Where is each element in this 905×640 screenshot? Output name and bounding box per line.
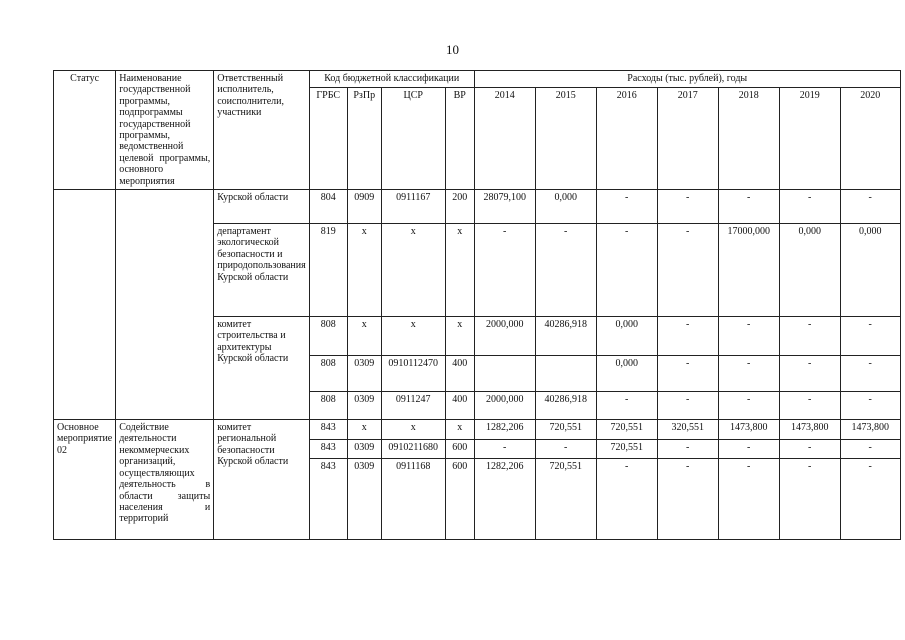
value-cell: -	[718, 317, 779, 356]
value-cell: -	[596, 224, 657, 317]
value-cell: -	[535, 440, 596, 459]
header-year: 2018	[718, 88, 779, 190]
status-cell: Основное мероприятие 02	[54, 420, 116, 540]
vr-cell: х	[445, 224, 474, 317]
value-cell: 0,000	[840, 224, 900, 317]
value-cell: -	[779, 190, 840, 224]
rzpr-cell: 0309	[347, 459, 381, 540]
value-cell	[474, 356, 535, 392]
value-cell: 17000,000	[718, 224, 779, 317]
rzpr-cell: х	[347, 420, 381, 440]
value-cell: -	[657, 356, 718, 392]
value-cell: -	[718, 459, 779, 540]
vr-cell: 600	[445, 459, 474, 540]
value-cell: 0,000	[779, 224, 840, 317]
vr-cell: 600	[445, 440, 474, 459]
header-expenses: Расходы (тыс. рублей), годы	[474, 71, 900, 88]
header-year: 2014	[474, 88, 535, 190]
value-cell: 320,551	[657, 420, 718, 440]
value-cell: 2000,000	[474, 317, 535, 356]
executor-cell: Курской области	[214, 190, 310, 224]
header-year: 2015	[535, 88, 596, 190]
value-cell: -	[840, 190, 900, 224]
value-cell: 1473,800	[779, 420, 840, 440]
grbs-cell: 819	[309, 224, 347, 317]
value-cell: -	[840, 317, 900, 356]
value-cell: 0,000	[535, 190, 596, 224]
value-cell: -	[840, 459, 900, 540]
value-cell: -	[596, 392, 657, 420]
csr-cell: 0911247	[381, 392, 445, 420]
table-row	[54, 190, 901, 224]
name-cell: Содействие деятельности некоммерческих организаций, осуществляющих деятельность в области защиты населения и территорий	[116, 420, 214, 540]
grbs-cell: 843	[309, 440, 347, 459]
value-cell: 720,551	[535, 420, 596, 440]
csr-cell: х	[381, 224, 445, 317]
value-cell: -	[779, 440, 840, 459]
csr-cell: 0910112470	[381, 356, 445, 392]
header-rzpr: РзПр	[347, 88, 381, 190]
header-year: 2019	[779, 88, 840, 190]
value-cell: 0,000	[596, 356, 657, 392]
csr-cell: 0911167	[381, 190, 445, 224]
value-cell: -	[474, 440, 535, 459]
header-year: 2017	[657, 88, 718, 190]
header-grbs: ГРБС	[309, 88, 347, 190]
executor-cell: комитет региональной безопасности Курской области	[214, 420, 310, 540]
value-cell: -	[779, 459, 840, 540]
header-name: Наименование государственной программы, подпрограммы государственной программы, ведомственной целевой программы, основного мероприятия	[116, 71, 214, 190]
value-cell: -	[596, 459, 657, 540]
header-year: 2016	[596, 88, 657, 190]
value-cell: -	[657, 224, 718, 317]
value-cell: -	[657, 317, 718, 356]
value-cell: 2000,000	[474, 392, 535, 420]
value-cell: 1282,206	[474, 459, 535, 540]
grbs-cell: 808	[309, 392, 347, 420]
page-number: 10	[446, 42, 459, 57]
rzpr-cell: х	[347, 317, 381, 356]
value-cell: -	[657, 459, 718, 540]
value-cell: 40286,918	[535, 392, 596, 420]
budget-table	[53, 70, 901, 540]
value-cell: -	[840, 440, 900, 459]
value-cell: -	[474, 224, 535, 317]
value-cell: 1473,800	[840, 420, 900, 440]
value-cell: -	[779, 356, 840, 392]
vr-cell: х	[445, 420, 474, 440]
grbs-cell: 804	[309, 190, 347, 224]
grbs-cell: 808	[309, 356, 347, 392]
value-cell: -	[657, 190, 718, 224]
csr-cell: 0911168	[381, 459, 445, 540]
header-executor: Ответственный исполнитель, соисполнители, участники	[214, 71, 310, 190]
header-status: Статус	[54, 71, 116, 190]
value-cell: -	[840, 356, 900, 392]
value-cell: -	[596, 190, 657, 224]
value-cell: 40286,918	[535, 317, 596, 356]
executor-cell: комитет строительства и архитектуры Курской области	[214, 317, 310, 420]
grbs-cell: 843	[309, 420, 347, 440]
header-year: 2020	[840, 88, 900, 190]
csr-cell: х	[381, 317, 445, 356]
value-cell	[535, 356, 596, 392]
status-cell	[54, 190, 116, 420]
header-vr: ВР	[445, 88, 474, 190]
value-cell: 720,551	[596, 440, 657, 459]
header-row	[54, 71, 901, 88]
value-cell: 720,551	[596, 420, 657, 440]
value-cell: 720,551	[535, 459, 596, 540]
value-cell: -	[840, 392, 900, 420]
rzpr-cell: 0309	[347, 440, 381, 459]
value-cell: 1473,800	[718, 420, 779, 440]
grbs-cell: 808	[309, 317, 347, 356]
vr-cell: х	[445, 317, 474, 356]
value-cell: -	[718, 440, 779, 459]
value-cell: -	[535, 224, 596, 317]
value-cell: -	[718, 356, 779, 392]
vr-cell: 400	[445, 392, 474, 420]
header-budget-code: Код бюджетной классификации	[309, 71, 474, 88]
rzpr-cell: 0909	[347, 190, 381, 224]
name-cell	[116, 190, 214, 420]
grbs-cell: 843	[309, 459, 347, 540]
rzpr-cell: 0309	[347, 356, 381, 392]
value-cell: -	[779, 392, 840, 420]
value-cell: 0,000	[596, 317, 657, 356]
vr-cell: 200	[445, 190, 474, 224]
value-cell: 1282,206	[474, 420, 535, 440]
value-cell: -	[718, 392, 779, 420]
value-cell: -	[718, 190, 779, 224]
rzpr-cell: 0309	[347, 392, 381, 420]
table-row	[54, 420, 901, 440]
csr-cell: х	[381, 420, 445, 440]
header-csr: ЦСР	[381, 88, 445, 190]
value-cell: -	[657, 392, 718, 420]
value-cell: -	[779, 317, 840, 356]
value-cell: -	[657, 440, 718, 459]
executor-cell: департамент экологической безопасности и природопользования Курской области	[214, 224, 310, 317]
value-cell: 28079,100	[474, 190, 535, 224]
csr-cell: 0910211680	[381, 440, 445, 459]
vr-cell: 400	[445, 356, 474, 392]
rzpr-cell: х	[347, 224, 381, 317]
